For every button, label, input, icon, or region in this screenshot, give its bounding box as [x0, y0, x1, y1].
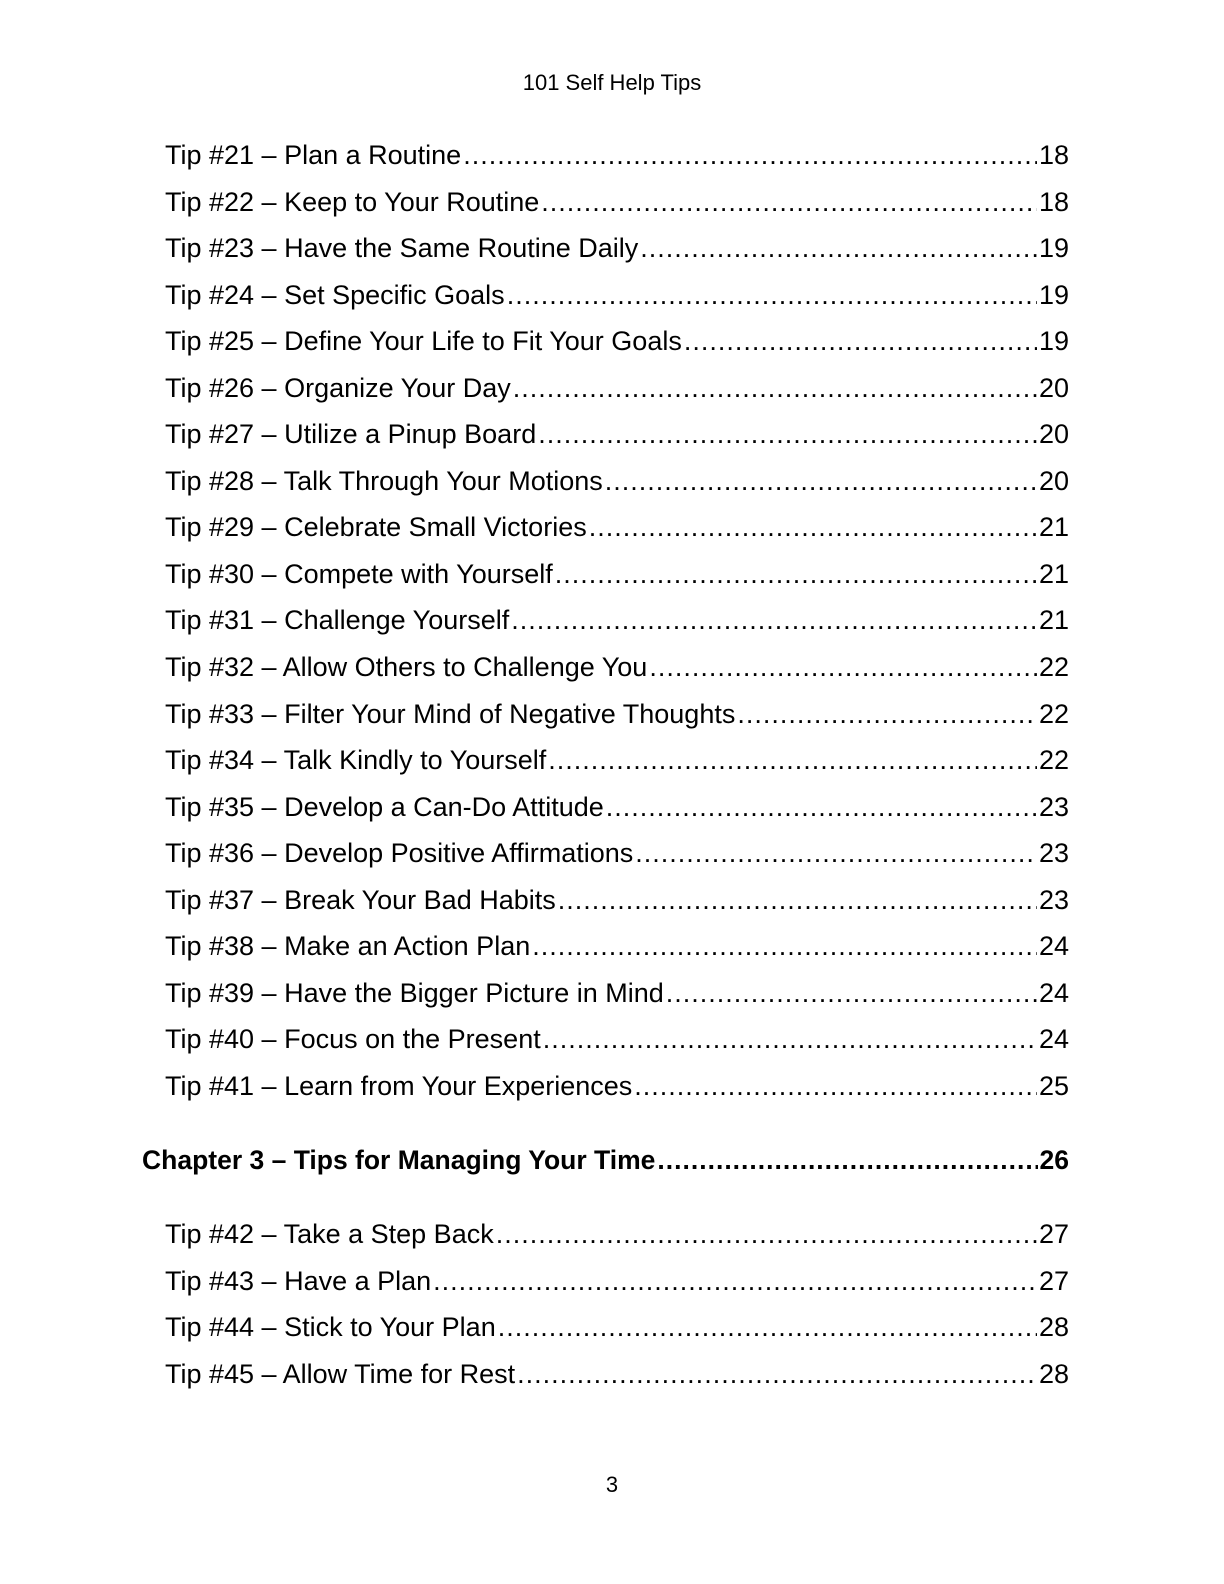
toc-entry[interactable] [0, 978, 1224, 1025]
toc-entry-label: Tip #43 – Have a Plan [165, 1265, 432, 1296]
toc-entry-page: 19 [1038, 326, 1069, 357]
toc-leader-dots [532, 931, 1037, 962]
toc-entry[interactable] [0, 792, 1224, 839]
toc-leader-dots [538, 419, 1037, 450]
toc-entry-label: Tip #36 – Develop Positive Affirmations [165, 838, 634, 869]
toc-leader-dots [657, 1145, 1037, 1176]
toc-leader-dots [513, 373, 1037, 404]
toc-entry-page: 21 [1038, 605, 1069, 636]
toc-entry[interactable] [0, 1359, 1224, 1406]
toc-entry-page: 20 [1038, 419, 1069, 450]
toc-entry-label: Tip #29 – Celebrate Small Victories [165, 512, 587, 543]
toc-entry-label: Tip #22 – Keep to Your Routine [165, 186, 540, 217]
toc-chapter-row[interactable] [0, 1145, 1224, 1191]
toc-leader-dots [558, 885, 1037, 916]
toc-entry-label: Tip #45 – Allow Time for Rest [165, 1358, 516, 1389]
toc-entry[interactable] [0, 559, 1224, 606]
toc-entry[interactable] [0, 187, 1224, 234]
toc-leader-dots [543, 1024, 1037, 1055]
toc-entry-label: Tip #41 – Learn from Your Experiences [165, 1070, 633, 1101]
toc-entry-label: Tip #31 – Challenge Yourself [165, 605, 510, 636]
toc-list-tips-42-45 [0, 1219, 1224, 1405]
toc-entry-page: 20 [1038, 465, 1069, 496]
toc-entry[interactable] [0, 233, 1224, 280]
toc-entry[interactable] [0, 373, 1224, 420]
toc-entry-page: 18 [1038, 140, 1069, 170]
toc-entry-label: Tip #42 – Take a Step Back [165, 1219, 494, 1249]
toc-leader-dots [589, 512, 1037, 543]
toc-chapter-label: Chapter 3 – Tips for Managing Your Time [142, 1145, 656, 1175]
toc-leader-dots [548, 745, 1037, 776]
toc-entry[interactable] [0, 466, 1224, 513]
toc-entry-page: 19 [1038, 279, 1069, 310]
toc-entry-page: 22 [1038, 745, 1069, 776]
toc-entry-page: 22 [1038, 698, 1069, 729]
toc-leader-dots [463, 140, 1037, 171]
toc-entry-label: Tip #21 – Plan a Routine [165, 140, 462, 170]
toc-entry[interactable] [0, 652, 1224, 699]
toc-entry[interactable] [0, 140, 1224, 187]
toc-entry-page: 21 [1038, 512, 1069, 543]
toc-entry-page: 28 [1038, 1358, 1069, 1389]
toc-entry[interactable] [0, 699, 1224, 746]
toc-entry[interactable] [0, 605, 1224, 652]
toc-entry-label: Tip #37 – Break Your Bad Habits [165, 884, 556, 915]
toc-entry-page: 23 [1038, 791, 1069, 822]
toc-entry-page: 19 [1038, 233, 1069, 264]
toc-entry-page: 18 [1038, 186, 1069, 217]
toc-entry-label: Tip #30 – Compete with Yourself [165, 558, 553, 589]
toc-list-tips-21-41 [0, 140, 1224, 1117]
toc-entry-page: 24 [1038, 931, 1069, 962]
toc-entry[interactable] [0, 419, 1224, 466]
toc-leader-dots [634, 1071, 1037, 1102]
toc-entry-label: Tip #27 – Utilize a Pinup Board [165, 419, 537, 450]
toc-entry-label: Tip #35 – Develop a Can-Do Attitude [165, 791, 604, 822]
toc-entry-label: Tip #33 – Filter Your Mind of Negative Thoughts [165, 698, 736, 729]
toc-entry[interactable] [0, 1219, 1224, 1266]
toc-entry[interactable] [0, 1266, 1224, 1313]
toc-entry-page: 24 [1038, 1024, 1069, 1055]
toc-leader-dots [541, 187, 1037, 218]
toc-leader-dots [640, 233, 1037, 264]
toc-leader-dots [649, 652, 1037, 683]
toc-leader-dots [517, 1359, 1037, 1390]
toc-entry[interactable] [0, 512, 1224, 559]
toc-entry-label: Tip #44 – Stick to Your Plan [165, 1312, 496, 1343]
toc-leader-dots [737, 699, 1037, 730]
toc-entry-label: Tip #40 – Focus on the Present [165, 1024, 541, 1055]
toc-entry[interactable] [0, 1071, 1224, 1118]
toc-entry-label: Tip #39 – Have the Bigger Picture in Mind [165, 977, 664, 1008]
toc-leader-dots [498, 1312, 1037, 1343]
toc-leader-dots [666, 978, 1037, 1009]
toc-leader-dots [433, 1266, 1037, 1297]
toc-entry-label: Tip #32 – Allow Others to Challenge You [165, 652, 648, 683]
toc-entry-label: Tip #34 – Talk Kindly to Yourself [165, 745, 547, 776]
toc-leader-dots [555, 559, 1037, 590]
toc-entry-label: Tip #25 – Define Your Life to Fit Your Goals [165, 326, 682, 357]
toc-leader-dots [635, 838, 1037, 869]
page-number: 3 [605, 1472, 619, 1497]
toc-entry-page: 24 [1038, 977, 1069, 1008]
toc-entry-page: 23 [1038, 838, 1069, 869]
toc-entry-page: 25 [1038, 1070, 1069, 1101]
toc-entry-page: 27 [1038, 1219, 1069, 1249]
toc-entry[interactable] [0, 326, 1224, 373]
toc-entry-page: 23 [1038, 884, 1069, 915]
toc-entry-page: 22 [1038, 652, 1069, 683]
toc-entry[interactable] [0, 1312, 1224, 1359]
toc-leader-dots [606, 792, 1037, 823]
toc-leader-dots [496, 1219, 1037, 1250]
toc-entry[interactable] [0, 838, 1224, 885]
toc-leader-dots [511, 605, 1037, 636]
toc-entry[interactable] [0, 280, 1224, 327]
toc-entry[interactable] [0, 1024, 1224, 1071]
toc-entry-label: Tip #24 – Set Specific Goals [165, 279, 505, 310]
toc-entry-label: Tip #38 – Make an Action Plan [165, 931, 531, 962]
toc-entry-page: 27 [1038, 1265, 1069, 1296]
toc-entry-page: 20 [1038, 372, 1069, 403]
toc-leader-dots [605, 466, 1037, 497]
toc-entry-page: 28 [1038, 1312, 1069, 1343]
running-header: 101 Self Help Tips [522, 70, 702, 95]
toc-chapter-page: 26 [1039, 1145, 1069, 1175]
toc-chapter-entry[interactable] [0, 1145, 1224, 1191]
toc-entry[interactable] [0, 885, 1224, 932]
toc-entry[interactable] [0, 745, 1224, 792]
toc-leader-dots [684, 326, 1037, 357]
toc-leader-dots [507, 280, 1037, 311]
toc-entry-label: Tip #23 – Have the Same Routine Daily [165, 233, 639, 264]
toc-entry-page: 21 [1038, 558, 1069, 589]
toc-entry[interactable] [0, 931, 1224, 978]
toc-entry-label: Tip #26 – Organize Your Day [165, 372, 511, 403]
toc-entry-label: Tip #28 – Talk Through Your Motions [165, 465, 603, 496]
